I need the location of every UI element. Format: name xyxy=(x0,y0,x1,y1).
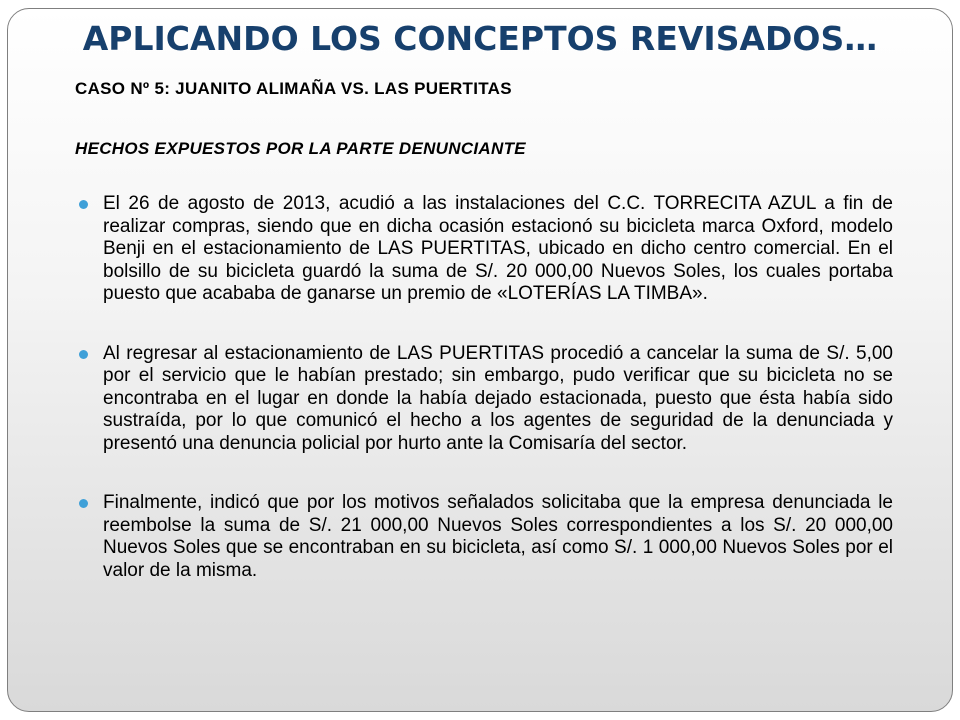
slide-frame xyxy=(7,8,953,712)
case-heading: CASO Nº 5: JUANITO ALIMAÑA VS. LAS PUERTITAS xyxy=(75,79,512,98)
fact-text: Al regresar al estacionamiento de LAS PUERTITAS procedió a cancelar la suma de S/. 5,00 por el servicio que le habían prestado; sin embargo, pudo verificar que su bicicleta no se encontraba en el lugar en donde la había dejado estacionada, puesto que ésta había sido sustraída, por lo que comunicó el hecho a los agentes de seguridad de la denunciada y presentó una denuncia policial por hurto ante la Comisaría del sector. xyxy=(103,342,893,454)
facts-heading: HECHOS EXPUESTOS POR LA PARTE DENUNCIANTE xyxy=(75,139,526,158)
bullet-icon xyxy=(79,350,88,359)
slide-content xyxy=(75,79,893,619)
list-item xyxy=(75,492,893,582)
fact-text: El 26 de agosto de 2013, acudió a las instalaciones del C.C. TORRECITA AZUL a fin de realizar compras, siendo que en dicha ocasión estacionó su bicicleta marca Oxford, modelo Benji en el estacionamiento de LAS PUERTITAS, ubicado en dicho centro comercial. En el bolsillo de su bicicleta guardó la suma de S/. 20 000,00 Nuevos Soles, los cuales portaba puesto que acababa de ganarse un premio de «LOTERÍAS LA TIMBA». xyxy=(103,193,893,304)
bullet-icon xyxy=(79,200,88,209)
facts-list xyxy=(75,193,893,582)
fact-text: Finalmente, indicó que por los motivos señalados solicitaba que la empresa denunciada le reembolse la suma de S/. 21 000,00 Nuevos Soles correspondientes a los S/. 20 000,00 Nuevos Soles que se encontraban en su bicicleta, así como S/. 1 000,00 Nuevos Soles por el valor de la misma. xyxy=(103,492,893,581)
bullet-icon xyxy=(79,499,88,508)
list-item xyxy=(75,193,893,306)
list-item xyxy=(75,343,893,456)
slide-title: APLICANDO LOS CONCEPTOS REVISADOS… xyxy=(82,19,878,58)
